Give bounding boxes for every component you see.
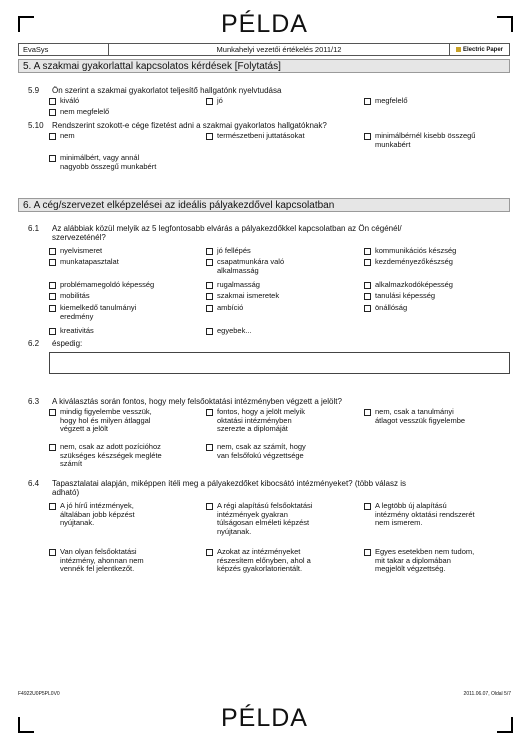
checkbox[interactable] <box>364 293 371 300</box>
option-6-1-7[interactable]: problémamegoldó képesség <box>49 281 154 290</box>
form-header <box>18 43 510 56</box>
question-5-10-text: Rendszerint szokott-e cége fizetést adni a szakmai gyakorlatos hallgatóknak? <box>52 121 327 130</box>
option-6-1-4[interactable]: munkatapasztalat <box>49 258 119 267</box>
question-6-4-number: 6.4 <box>28 479 40 488</box>
option-6-1-1[interactable]: nyelvismeret <box>49 247 102 256</box>
question-6-4-text: Tapasztalatai alapján, miképpen ítéli meg a pályakezdőket kibocsátó intézményeket? (több válasz is adható) <box>52 479 406 497</box>
question-6-3-number: 6.3 <box>28 397 40 406</box>
checkbox[interactable] <box>364 282 371 289</box>
option-6-4-3[interactable]: A legtöbb új alapítású intézmény oktatási rendszerét nem ismerem. <box>364 502 475 528</box>
checkbox[interactable] <box>364 248 371 255</box>
option-5-9-3[interactable]: megfelelő <box>364 97 408 106</box>
checkbox[interactable] <box>49 109 56 116</box>
option-6-4-5[interactable]: Azokat az intézményeket részesítem előnyben, ahol a képzés gyakorlatorientált. <box>206 548 311 574</box>
question-6-2-text: éspedig: <box>52 339 83 348</box>
checkbox[interactable] <box>206 549 213 556</box>
option-6-1-11[interactable]: szakmai ismeretek <box>206 292 279 301</box>
checkbox[interactable] <box>206 305 213 312</box>
checkbox[interactable] <box>49 328 56 335</box>
option-6-1-10[interactable]: mobilitás <box>49 292 90 301</box>
checkbox[interactable] <box>364 503 371 510</box>
option-6-3-2[interactable]: fontos, hogy a jelölt melyik oktatási intézményben szerezte a diplomáját <box>206 408 305 434</box>
option-6-1-14[interactable]: ambíció <box>206 304 243 313</box>
checkbox[interactable] <box>49 133 56 140</box>
watermark-top: PÉLDA <box>221 10 308 38</box>
option-6-1-12[interactable]: tanulási képesség <box>364 292 435 301</box>
option-6-1-9[interactable]: alkalmazkodóképesség <box>364 281 453 290</box>
option-5-9-4[interactable]: nem megfelelő <box>49 108 109 117</box>
option-5-10-2[interactable]: természetbeni juttatásokat <box>206 132 305 141</box>
checkbox[interactable] <box>206 409 213 416</box>
checkbox[interactable] <box>49 305 56 312</box>
option-5-10-4[interactable]: minimálbért, vagy annál nagyobb összegű munkabért <box>49 154 156 171</box>
header-system: EvaSys <box>19 44 109 55</box>
header-title: Munkahelyi vezetői értékelés 2011/12 <box>216 45 342 54</box>
option-6-1-3[interactable]: kommunikációs készség <box>364 247 456 256</box>
checkbox[interactable] <box>49 549 56 556</box>
checkbox[interactable] <box>206 503 213 510</box>
option-6-1-6[interactable]: kezdeményezőkészség <box>364 258 453 267</box>
option-6-1-2[interactable]: jó fellépés <box>206 247 251 256</box>
question-5-9-text: Ön szerint a szakmai gyakorlatot teljesítő hallgatónk nyelvtudása <box>52 86 282 95</box>
question-5-10-number: 5.10 <box>28 121 44 130</box>
checkbox[interactable] <box>49 503 56 510</box>
option-6-1-15[interactable]: önállóság <box>364 304 407 313</box>
option-6-1-13[interactable]: kiemelkedő tanulmányi eredmény <box>49 304 136 321</box>
option-6-4-2[interactable]: A régi alapítású felsőoktatási intézmények gyakran túlságosan elméleti képzést nyújtanak. <box>206 502 312 536</box>
checkbox[interactable] <box>364 133 371 140</box>
checkbox[interactable] <box>364 98 371 105</box>
checkbox[interactable] <box>206 444 213 451</box>
question-6-1-number: 6.1 <box>28 224 40 233</box>
checkbox[interactable] <box>206 328 213 335</box>
header-brand <box>449 44 509 55</box>
option-5-9-2[interactable]: jó <box>206 97 223 106</box>
option-5-9-1[interactable]: kiváló <box>49 97 79 106</box>
checkbox[interactable] <box>206 98 213 105</box>
question-6-1-text: Az alábbiak közül melyik az 5 legfontosabb elvárás a pályakezdőkkel kapcsolatban az Ön cégénél/ szervezeténél? <box>52 224 402 242</box>
option-6-3-1[interactable]: mindig figyelembe vesszük, hogy hol és milyen átlaggal végzett a jelölt <box>49 408 152 434</box>
checkbox[interactable] <box>206 293 213 300</box>
question-6-2-number: 6.2 <box>28 339 40 348</box>
checkbox[interactable] <box>206 133 213 140</box>
brand-logo-icon <box>456 47 461 52</box>
option-5-10-3[interactable]: minimálbérnél kisebb összegű munkabért <box>364 132 475 149</box>
checkbox[interactable] <box>49 98 56 105</box>
checkbox[interactable] <box>206 282 213 289</box>
option-6-1-16[interactable]: kreativitás <box>49 327 94 336</box>
checkbox[interactable] <box>49 293 56 300</box>
section-5-header: 5. A szakmai gyakorlattal kapcsolatos kérdések [Folytatás] <box>18 59 510 73</box>
checkbox[interactable] <box>206 248 213 255</box>
checkbox[interactable] <box>49 248 56 255</box>
checkbox[interactable] <box>364 259 371 266</box>
option-6-3-3[interactable]: nem, csak a tanulmányi átlagot vesszük figyelembe <box>364 408 465 425</box>
option-6-1-17[interactable]: egyebek... <box>206 327 252 336</box>
checkbox[interactable] <box>364 409 371 416</box>
question-6-3-text: A kiválasztás során fontos, hogy mely felsőoktatási intézményben végzett a jelölt? <box>52 397 342 406</box>
section-6-header: 6. A cég/szervezet elképzelései az ideális pályakezdővel kapcsolatban <box>18 198 510 212</box>
option-6-4-1[interactable]: A jó hírű intézmények, általában jobb képzést nyújtanak. <box>49 502 135 528</box>
checkbox[interactable] <box>206 259 213 266</box>
checkbox[interactable] <box>49 259 56 266</box>
option-5-10-1[interactable]: nem <box>49 132 75 141</box>
footer-page-info: 2011.06.07, Oldal 5/7 <box>463 691 511 697</box>
footer-form-code: F4922U0P5PL0V0 <box>18 691 60 697</box>
answer-6-2-textbox[interactable] <box>49 352 510 374</box>
checkbox[interactable] <box>49 409 56 416</box>
checkbox[interactable] <box>364 305 371 312</box>
checkbox[interactable] <box>49 155 56 162</box>
question-5-9-number: 5.9 <box>28 86 40 95</box>
option-6-3-5[interactable]: nem, csak az számít, hogy van felsőfokú végzettsége <box>206 443 306 460</box>
option-6-1-5[interactable]: csapatmunkára való alkalmasság <box>206 258 284 275</box>
option-6-3-4[interactable]: nem, csak az adott pozícióhoz szükséges készségek megléte számít <box>49 443 162 469</box>
option-6-4-4[interactable]: Van olyan felsőoktatási intézmény, ahonnan nem vennék fel jelentkezőt. <box>49 548 144 574</box>
option-6-4-6[interactable]: Egyes esetekben nem tudom, mit takar a diplomában megjelölt végzettség. <box>364 548 474 574</box>
header-brand-text: Electric Paper <box>462 46 504 53</box>
checkbox[interactable] <box>364 549 371 556</box>
checkbox[interactable] <box>49 282 56 289</box>
watermark-bottom: PÉLDA <box>221 704 308 732</box>
option-6-1-8[interactable]: rugalmasság <box>206 281 260 290</box>
checkbox[interactable] <box>49 444 56 451</box>
